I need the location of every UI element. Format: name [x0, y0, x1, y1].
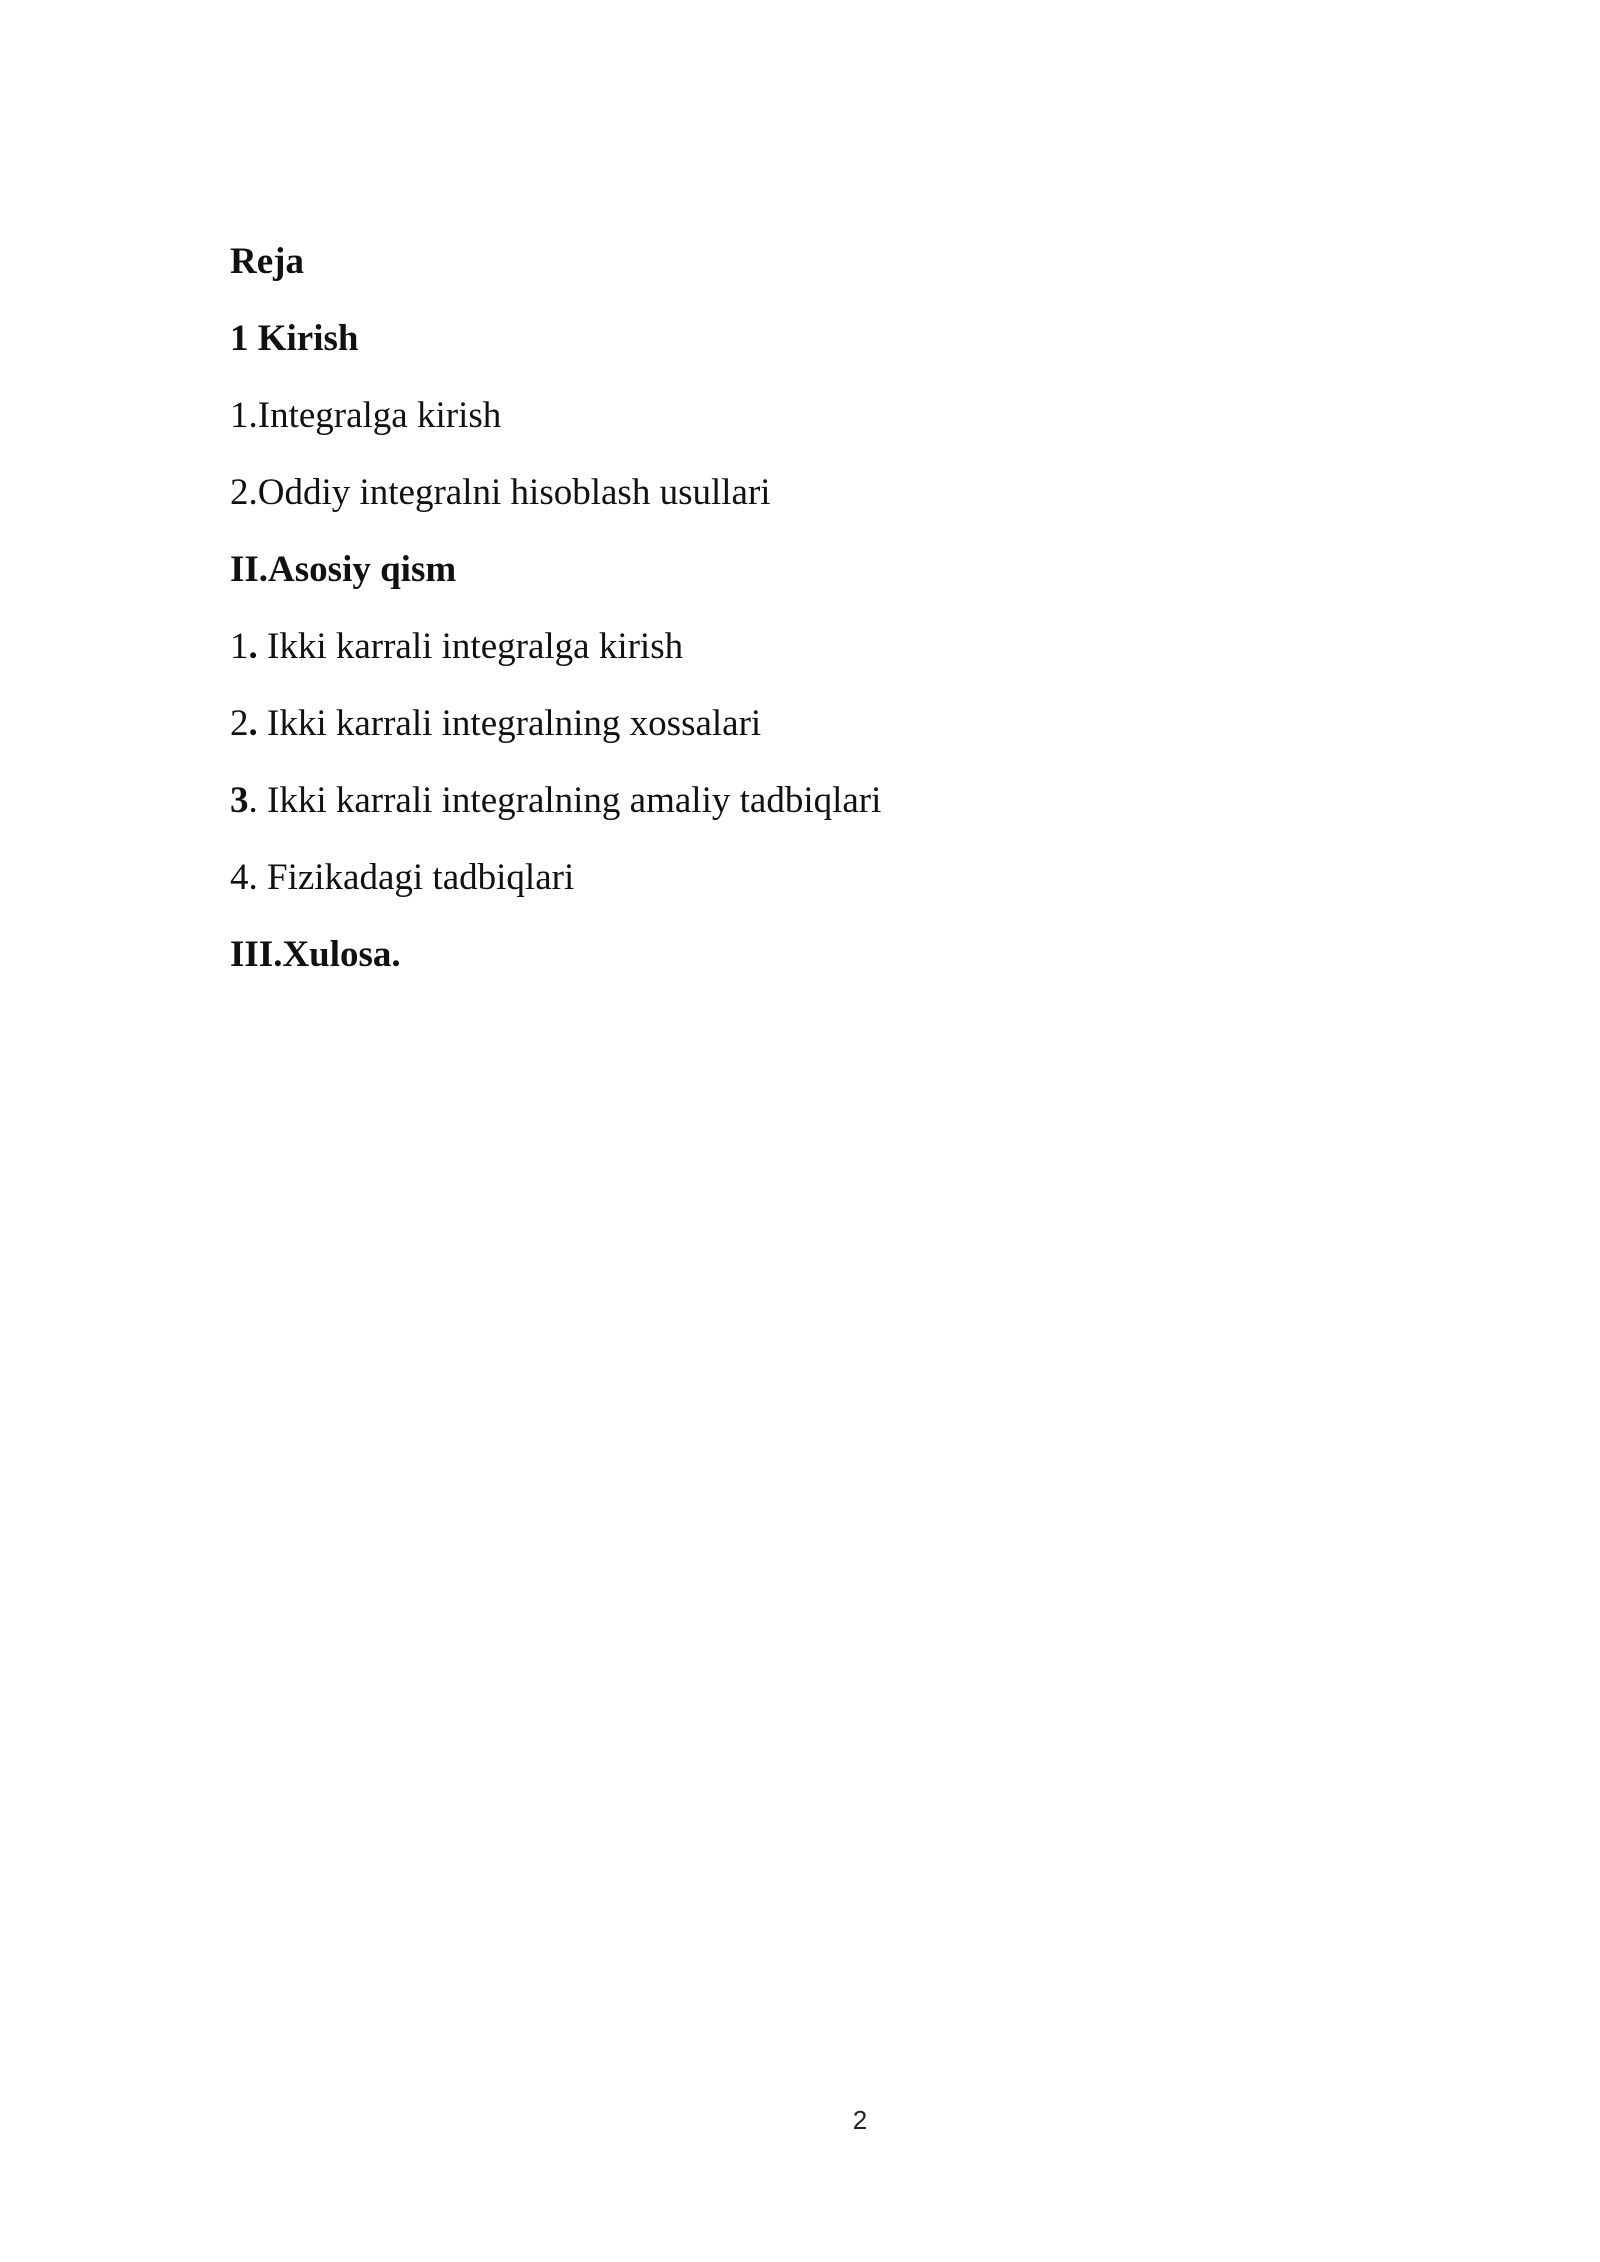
plan-content — [230, 223, 1370, 993]
section-heading-asosiy-qism: II.Asosiy qism — [230, 549, 457, 590]
plan-item: 1.Integralga kirish — [230, 395, 502, 436]
plan-item-separator: . — [248, 626, 258, 667]
section-heading-kirish: 1 Kirish — [230, 318, 359, 359]
plan-item — [230, 608, 1370, 685]
plan-item-separator: . — [248, 703, 258, 744]
plan-title: Reja — [230, 241, 304, 282]
plan-item — [230, 762, 1370, 839]
plan-item-separator: . — [248, 780, 258, 821]
page-number: 2 — [852, 2105, 868, 2135]
plan-item: 2.Oddiy integralni hisoblash usullari — [230, 472, 771, 513]
plan-item — [230, 685, 1370, 762]
section-heading-xulosa: III.Xulosa. — [230, 934, 401, 975]
plan-item-text: Fizikadagi tadbiqlari — [257, 857, 575, 898]
plan-item-number: 4 — [230, 857, 249, 898]
plan-item-text: Ikki karrali integralning amaliy tadbiqlari — [257, 780, 882, 821]
plan-item-text: Ikki karrali integralga kirish — [257, 626, 684, 667]
plan-item-text: Ikki karrali integralning xossalari — [257, 703, 762, 744]
plan-item — [230, 839, 1370, 916]
plan-item-number: 1 — [230, 626, 249, 667]
plan-item-number: 2 — [230, 703, 249, 744]
plan-item-number: 3 — [230, 780, 249, 821]
plan-item-separator: . — [248, 857, 258, 898]
